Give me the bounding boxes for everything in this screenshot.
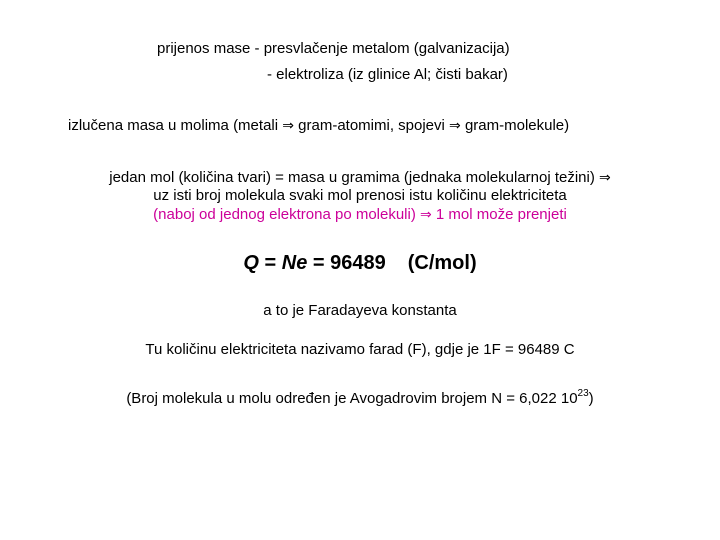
mole-text: jedan mol (količina tvari) = masa u gramima (jednaka molekularnoj težini) — [109, 169, 595, 186]
implies-arrow-icon: ⇒ — [282, 118, 294, 134]
avogadro-exponent: 23 — [577, 388, 589, 399]
charge-text-2: 1 mol može prenjeti — [435, 206, 567, 223]
implies-arrow-icon: ⇒ — [599, 170, 611, 186]
formula-n: N — [281, 252, 297, 274]
mass-text-2: gram-atomimi, spojevi — [298, 117, 445, 134]
galvanization-line: prijenos mase - presvlačenje metalom (galvanizacija) — [157, 40, 510, 57]
implies-arrow-icon: ⇒ — [420, 207, 432, 223]
faraday-formula — [0, 250, 720, 276]
faraday-constant-line: a to je Faradayeva konstanta — [263, 302, 457, 319]
avogadro-line — [0, 390, 720, 408]
avogadro-close: ) — [588, 390, 594, 407]
formula-q: Q — [243, 252, 259, 274]
mass-text-1: izlučena masa u molima (metali — [68, 117, 279, 134]
mole-definition-line — [0, 169, 720, 187]
formula-value: 96489 — [330, 252, 386, 274]
charge-line — [0, 206, 720, 224]
mass-text-3: gram-molekule) — [464, 117, 570, 134]
charge-text: (naboj od jednog elektrona po molekuli) — [153, 206, 416, 223]
mass-in-moles-line — [68, 117, 569, 135]
avogadro-text: (Broj molekula u molu određen je Avogadrovim brojem N = 6,022 10 — [126, 390, 578, 407]
formula-e: e — [296, 252, 308, 274]
same-molecules-line: uz isti broj molekula svaki mol prenosi istu količinu elektriciteta — [153, 187, 567, 204]
formula-unit: (C/mol) — [407, 252, 477, 274]
formula-equals-1: = — [258, 252, 282, 274]
implies-arrow-icon: ⇒ — [449, 118, 461, 134]
farad-definition-line: Tu količinu elektriciteta nazivamo farad (F), gdje je 1F = 96489 C — [145, 341, 575, 358]
electrolysis-line: - elektroliza (iz glinice Al; čisti bakar) — [267, 66, 508, 83]
formula-equals-2: = — [307, 252, 331, 274]
